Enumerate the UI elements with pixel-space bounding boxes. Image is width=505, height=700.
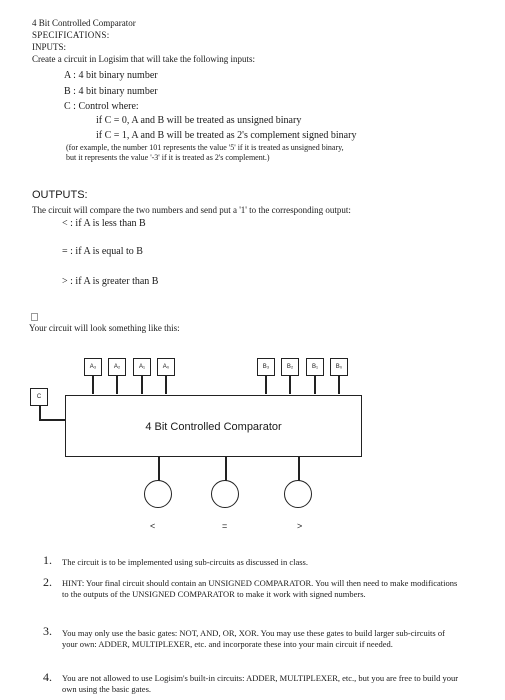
example-line-2: but it represents the value '-3' if it is treated as 2's complement.) <box>66 153 270 162</box>
output-lt-line: < : if A is less than B <box>62 218 146 229</box>
pin-a2: A₂ <box>108 358 126 376</box>
output-eq-circle <box>211 480 239 508</box>
wire-a2 <box>116 374 118 394</box>
wire-out-lt <box>158 457 160 481</box>
output-eq-label: = <box>222 521 228 531</box>
note-2-text: HINT: Your final circuit should contain an UNSIGNED COMPARATOR. You will then need to make modifications to the outputs of the UNSIGNED COMPARATOR to make it work with signed numbers. <box>62 578 458 599</box>
wire-a0 <box>165 374 167 394</box>
output-lt-circle <box>144 480 172 508</box>
comparator-label: 4 Bit Controlled Comparator <box>145 421 282 433</box>
note-4-number: 4. <box>43 670 52 684</box>
c-equals-1-line: if C = 1, A and B will be treated as 2's complement signed binary <box>96 130 357 141</box>
note-4-text: You are not allowed to use Logisim's built-in circuits: ADDER, MULTIPLEXER, etc., but you are free to build your own using the basic gates. <box>62 673 459 694</box>
note-3-number: 3. <box>43 624 52 638</box>
outputs-intro: The circuit will compare the two numbers and send put a '1' to the corresponding output: <box>32 205 351 215</box>
note-3-text: You may only use the basic gates: NOT, AND, OR, XOR. You may use these gates to build larger sub-circuits of your own: ADDER, MULTIPLEXER, etc. and incorporate these into your main circuit if needed. <box>62 628 445 649</box>
output-gt-circle <box>284 480 312 508</box>
output-gt-line: > : if A is greater than B <box>62 276 159 287</box>
input-c-line: C : Control where: <box>64 101 139 112</box>
wire-a3 <box>92 374 94 394</box>
note-1-text: The circuit is to be implemented using sub-circuits as discussed in class. <box>62 557 308 567</box>
wire-b0 <box>338 374 340 394</box>
wire-control-vertical <box>39 405 41 420</box>
output-eq-line: = : if A is equal to B <box>62 246 143 257</box>
wire-b1 <box>314 374 316 394</box>
output-gt-label: > <box>297 521 303 531</box>
wire-a1 <box>141 374 143 394</box>
inputs-intro: Create a circuit in Logisim that will take the following inputs: <box>32 54 255 64</box>
wire-control-horizontal <box>39 419 67 421</box>
diagram-lead-in: Your circuit will look something like this: <box>29 323 180 333</box>
pin-b0: B₀ <box>330 358 348 376</box>
wire-out-eq <box>225 457 227 481</box>
input-a-line: A : 4 bit binary number <box>64 70 158 81</box>
example-line-1: (for example, the number 101 represents the value '5' if it is treated as unsigned binary, <box>66 143 344 152</box>
pin-control: C <box>30 388 48 406</box>
outputs-heading: OUTPUTS: <box>32 189 88 201</box>
wire-out-gt <box>298 457 300 481</box>
pin-a3: A₃ <box>84 358 102 376</box>
pin-a1: A₁ <box>133 358 151 376</box>
pin-b3: B₃ <box>257 358 275 376</box>
artifact-mark <box>31 313 38 321</box>
pin-b2: B₂ <box>281 358 299 376</box>
note-2-number: 2. <box>43 575 52 589</box>
wire-b3 <box>265 374 267 394</box>
output-lt-label: < <box>150 521 156 531</box>
input-b-line: B : 4 bit binary number <box>64 86 158 97</box>
document-title: 4 Bit Controlled Comparator <box>32 18 136 28</box>
specifications-heading: SPECIFICATIONS: <box>32 30 110 40</box>
pin-b1: B₁ <box>306 358 324 376</box>
pin-a0: A₀ <box>157 358 175 376</box>
note-1-number: 1. <box>43 553 52 567</box>
wire-b2 <box>289 374 291 394</box>
inputs-heading: INPUTS: <box>32 42 67 52</box>
c-equals-0-line: if C = 0, A and B will be treated as unsigned binary <box>96 115 302 126</box>
